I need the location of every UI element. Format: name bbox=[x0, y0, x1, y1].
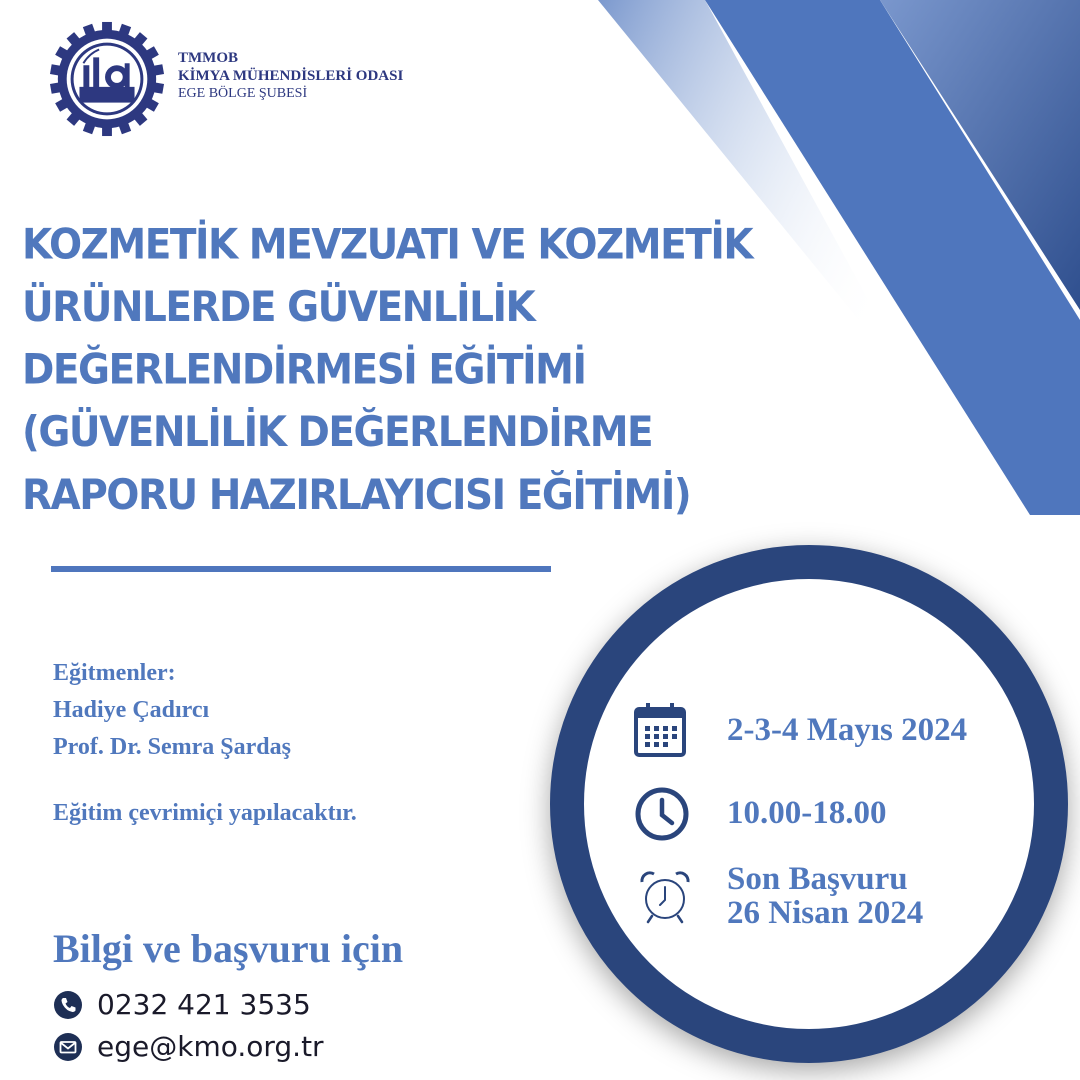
alarm-clock-icon bbox=[636, 868, 694, 926]
envelope-icon bbox=[53, 1032, 83, 1062]
deadline-block bbox=[727, 862, 923, 930]
phone-number: 0232 421 3535 bbox=[97, 988, 311, 1021]
title-line: (GÜVENLİLİK DEĞERLENDİRME bbox=[22, 408, 653, 457]
title-line: RAPORU HAZIRLAYICISI EĞİTİMİ) bbox=[22, 471, 691, 520]
email-contact[interactable] bbox=[53, 1030, 324, 1063]
divider-line bbox=[51, 566, 551, 572]
trainers-block bbox=[53, 655, 291, 766]
trainer-name: Prof. Dr. Semra Şardaş bbox=[53, 734, 291, 760]
phone-icon bbox=[53, 990, 83, 1020]
org-line-1: TMMOB bbox=[178, 50, 238, 66]
phone-contact[interactable] bbox=[53, 988, 311, 1021]
clock-icon bbox=[634, 786, 690, 842]
title-line: DEĞERLENDİRMESİ EĞİTİMİ bbox=[22, 345, 586, 395]
info-heading: Bilgi ve başvuru için bbox=[53, 926, 404, 971]
calendar-icon bbox=[633, 702, 687, 758]
event-dates: 2-3-4 Mayıs 2024 bbox=[727, 712, 968, 748]
event-hours: 10.00-18.00 bbox=[727, 795, 887, 831]
trainer-name: Hadiye Çadırcı bbox=[53, 697, 210, 723]
deadline-label: Son Başvuru bbox=[727, 861, 908, 897]
org-line-3: EGE BÖLGE ŞUBESİ bbox=[178, 86, 308, 101]
email-address: ege@kmo.org.tr bbox=[97, 1030, 324, 1063]
organization-name bbox=[178, 50, 403, 102]
online-note: Eğitim çevrimiçi yapılacaktır. bbox=[53, 800, 357, 826]
organization-logo bbox=[48, 20, 166, 138]
title-line: ÜRÜNLERDE GÜVENLİLİK bbox=[22, 283, 535, 332]
deadline-date: 26 Nisan 2024 bbox=[727, 895, 924, 931]
trainers-label: Eğitmenler: bbox=[53, 660, 176, 686]
org-line-2: KİMYA MÜHENDİSLERİ ODASI bbox=[178, 68, 404, 84]
page-title bbox=[22, 214, 753, 527]
title-line: KOZMETİK MEVZUATI VE KOZMETİK bbox=[22, 220, 753, 270]
